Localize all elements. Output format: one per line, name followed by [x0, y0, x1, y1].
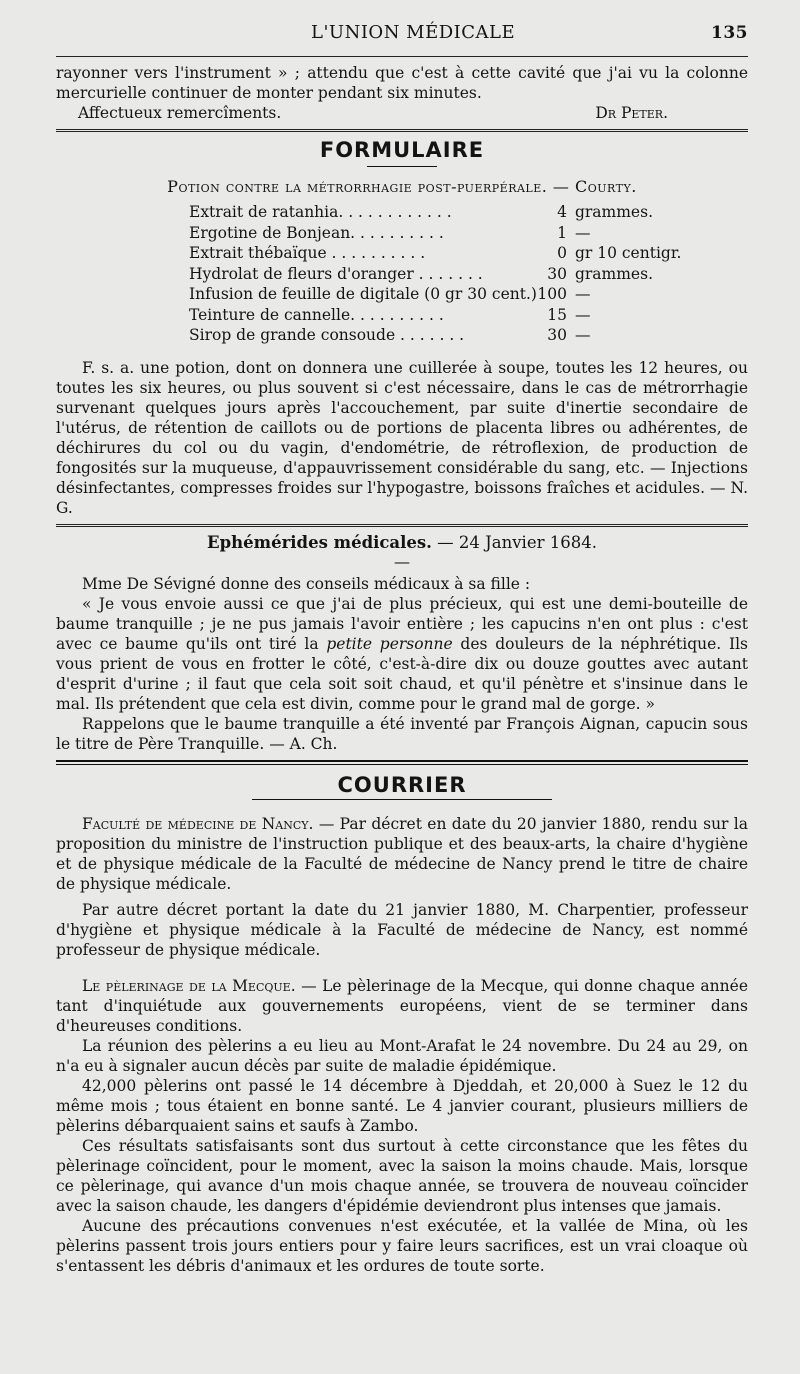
- ingredient-name: Hydrolat de fleurs d'oranger . . . . . . .: [189, 264, 483, 283]
- nancy-paragraph-1: [56, 814, 748, 894]
- ingredient-unit: gr 10 centigr.: [574, 244, 682, 262]
- page-number: 135: [711, 23, 748, 43]
- ingredient-row: [189, 284, 681, 305]
- nancy-heading: Faculté de médecine de Nancy.: [82, 814, 314, 833]
- nancy-paragraph-2: Par autre décret portant la date du 21 janvier 1880, M. Charpentier, professeur d'hygiène et physique médicale à la Faculté de médecine de Nancy, est nommé professeur de physique médicale.: [56, 900, 748, 959]
- ingredient-row: [189, 202, 681, 223]
- title-underline: [252, 799, 552, 800]
- quote-part-2: des douleurs de la néphrétique. Ils vous prient de vous en frotter le côté, c'est-à-dire dix ou douze gouttes avec autant d'esprit d'urine ; il faut que cela soit soit chaud, et qu'il pénètre et s'insinue dans le mal. Ils prétendent que cela est divin, comme pour le grand mal de gorge. »: [56, 634, 748, 713]
- ingredient-quantity: 15: [547, 305, 567, 324]
- ingredient-quantity: 4: [557, 203, 567, 221]
- signature: Dr Peter.: [595, 104, 668, 122]
- mecque-text: — Le pèlerinage de la Mecque, qui donne chaque année tant d'inquiétude aux gouvernements européens, vient de se terminer dans d'heureuses conditions.: [56, 976, 748, 1035]
- ephemerides-intro: Mme De Sévigné donne des conseils médicaux à sa fille :: [82, 574, 531, 593]
- ingredient-name: Ergotine de Bonjean. . . . . . . . . .: [189, 223, 444, 242]
- running-header: [56, 22, 748, 52]
- ingredient-row: [189, 223, 681, 244]
- journal-title: L'UNION MÉDICALE: [311, 22, 516, 43]
- quote-part-1: « Je vous envoie aussi ce que j'ai de plus précieux, qui est une demi-bouteille de baume tranquille ; je ne pus jamais l'avoir entière ; les capucins n'en ont plus : c'est avec ce baume qu'ils ont tiré la: [56, 594, 748, 653]
- mecque-paragraph-4: Ces résultats satisfaisants sont dus surtout à cette circonstance que les fêtes du pèlerinage coïncident, pour le moment, avec la saison la moins chaude. Mais, lorsque ce pèlerinage, qui avance d'un mois chaque année, se trouvera de nouveau coïncider avec la saison chaude, les dangers d'épidémie deviendront plus intenses que jamais.: [56, 1136, 748, 1215]
- ingredient-row: [189, 305, 681, 326]
- ingredient-quantity: 0: [557, 244, 567, 262]
- ingredient-quantity: 30: [547, 326, 567, 344]
- section-divider: [56, 129, 748, 132]
- ingredient-quantity: 30: [547, 264, 567, 283]
- ingredient-name: Sirop de grande consoude . . . . . . .: [189, 326, 465, 344]
- ephemerides-quote: [56, 594, 748, 714]
- ephemerides-title: [56, 533, 748, 552]
- closing-line: Affectueux remercîments.: [78, 104, 282, 122]
- formula-subtitle: Potion contre la métrorrhagie post-puerpérale. — Courty.: [167, 177, 637, 196]
- ephemerides-note: Rappelons que le baume tranquille a été inventé par François Aignan, capucin sous le titre de Père Tranquille. — A. Ch.: [56, 714, 748, 753]
- ephemerides-date: — 24 Janvier 1684.: [431, 532, 597, 552]
- ephemerides-dash: —: [394, 551, 410, 571]
- section-divider: [56, 524, 748, 527]
- ingredient-name: Extrait thébaïque . . . . . . . . . .: [189, 244, 426, 262]
- courrier-title: COURRIER: [337, 772, 467, 797]
- ingredient-row: [189, 325, 681, 346]
- ingredient-row: [189, 264, 681, 285]
- mecque-paragraph-3: 42,000 pèlerins ont passé le 14 décembre à Djeddah, et 20,000 à Suez le 12 du même mois ; tous étaient en bonne santé. Le 4 janvier courant, plusieurs milliers de pèlerins débarquaient sains et saufs à Zambo.: [56, 1076, 748, 1135]
- ingredient-unit: grammes.: [574, 203, 653, 221]
- ingredient-name: Extrait de ratanhia. . . . . . . . . . . .: [189, 203, 452, 221]
- title-underline: [367, 166, 437, 167]
- nancy-text: — Par décret en date du 20 janvier 1880, rendu sur la proposition du ministre de l'instruction publique et des beaux-arts, la chaire d'hygiène et de physique médicale de la Faculté de médecine de Nancy prend le titre de chaire de physique médicale.: [56, 814, 748, 893]
- formulaire-title: FORMULAIRE: [319, 138, 485, 162]
- intro-signoff: [56, 103, 748, 123]
- ephemerides-title-bold: Ephémérides médicales.: [207, 532, 432, 552]
- ingredient-unit: —: [574, 305, 591, 324]
- ingredient-unit: —: [574, 326, 591, 344]
- ingredient-row: [189, 243, 681, 264]
- mecque-paragraph-1: [56, 976, 748, 1036]
- ingredient-name: Teinture de cannelle. . . . . . . . . .: [189, 305, 444, 324]
- ingredient-quantity: 100: [537, 285, 567, 303]
- mecque-paragraph-5: Aucune des précautions convenues n'est exécutée, et la vallée de Mina, où les pèlerins passent trois jours entiers pour y faire leurs sacrifices, est un vrai cloaque où s'entassent les débris d'animaux et les ordures de toute sorte.: [56, 1216, 748, 1275]
- ingredient-unit: —: [574, 285, 591, 303]
- ingredient-quantity: 1: [557, 223, 567, 242]
- ingredient-name: Infusion de feuille de digitale (0 gr 30 cent.): [189, 285, 537, 303]
- mecque-paragraph-2: La réunion des pèlerins a eu lieu au Mont-Arafat le 24 novembre. Du 24 au 29, on n'a eu à signaler aucun décès par suite de maladie épidémique.: [56, 1036, 748, 1075]
- mecque-heading: Le pèlerinage de la Mecque.: [82, 976, 296, 995]
- ingredient-unit: —: [574, 223, 591, 242]
- formula-directions: F. s. a. une potion, dont on donnera une cuillerée à soupe, toutes les 12 heures, ou toutes les six heures, ou plus souvent si c'est nécessaire, dans le cas de métrorrhagie survenant quelques jours après l'accouchement, par suite d'inertie secondaire de l'utérus, de rétention de caillots ou de portions de placenta libres ou adhérentes, de déchirures du col ou du vagin, d'endométrie, de rétroflexion, de production de fongosités sur la muqueuse, d'appauvrissement considérable du sang, etc. — Injections désinfectantes, compresses froides sur l'hypogastre, boissons fraîches et acidules. — N. G.: [56, 358, 748, 517]
- ingredients-table: [189, 202, 681, 346]
- section-divider: [56, 760, 748, 765]
- intro-paragraph: rayonner vers l'instrument » ; attendu que c'est à cette cavité que j'ai vu la colonne mercurielle continuer de monter pendant six minutes.: [56, 64, 748, 102]
- ingredient-unit: grammes.: [574, 264, 653, 283]
- quote-italic: petite personne: [326, 634, 453, 653]
